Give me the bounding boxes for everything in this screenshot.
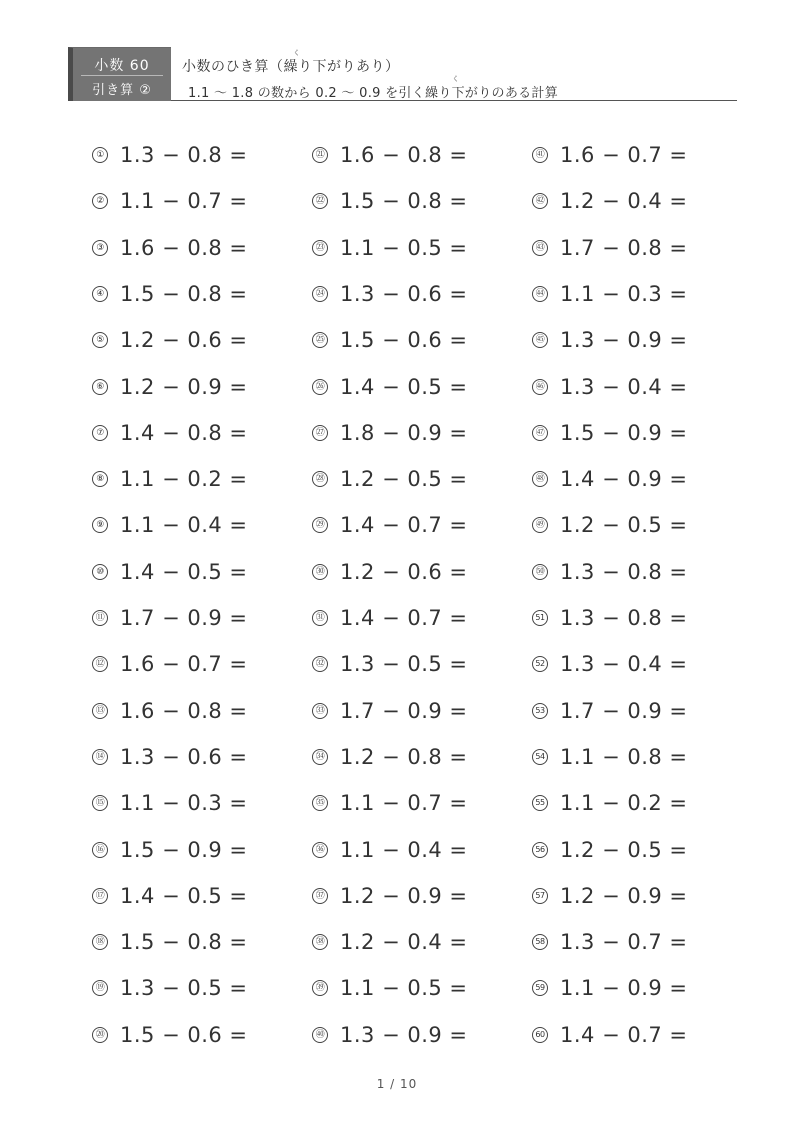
problem-item xyxy=(532,1020,688,1050)
problem-number: ㊳ xyxy=(312,934,328,950)
problem-expression: 1.5 − 0.8 = xyxy=(120,930,248,955)
problem-expression: 1.6 − 0.7 = xyxy=(120,652,248,677)
badge-title: 小数 60 xyxy=(94,58,150,74)
problem-item xyxy=(312,927,468,957)
problem-expression: 1.3 − 0.7 = xyxy=(560,930,688,955)
problem-number: ㊿ xyxy=(532,564,548,580)
problem-expression: 1.3 − 0.5 = xyxy=(120,976,248,1001)
problem-expression: 1.1 − 0.2 = xyxy=(120,467,248,492)
problem-expression: 1.2 − 0.6 = xyxy=(120,328,248,353)
problem-number: ⑲ xyxy=(92,980,108,996)
problem-expression: 1.4 − 0.5 = xyxy=(120,559,248,584)
problem-expression: 1.2 − 0.5 = xyxy=(560,837,688,862)
problem-item xyxy=(92,140,248,170)
problem-item xyxy=(312,649,468,679)
problem-item xyxy=(532,881,688,911)
problem-item xyxy=(312,418,468,448)
problem-number: ㉑ xyxy=(312,147,328,163)
problem-expression: 1.1 − 0.8 = xyxy=(560,744,688,769)
problem-number: ① xyxy=(92,147,108,163)
problem-number: ⑭ xyxy=(92,749,108,765)
problem-expression: 1.3 − 0.8 = xyxy=(120,143,248,167)
problem-number: 55 xyxy=(532,795,548,811)
problem-expression: 1.4 − 0.7 = xyxy=(340,513,468,538)
problem-item xyxy=(532,696,688,726)
problem-number: ⑰ xyxy=(92,888,108,904)
problem-expression: 1.7 − 0.9 = xyxy=(120,606,248,630)
problem-number: ⑩ xyxy=(92,564,108,580)
problem-item xyxy=(92,788,248,818)
problem-number: ㉚ xyxy=(312,564,328,580)
problem-expression: 1.6 − 0.7 = xyxy=(560,143,688,167)
problem-expression: 1.5 − 0.8 = xyxy=(340,189,468,214)
problem-expression: 1.2 − 0.6 = xyxy=(340,559,468,584)
problem-item xyxy=(312,973,468,1003)
problem-number: ㊷ xyxy=(532,193,548,209)
problem-expression: 1.1 − 0.7 = xyxy=(340,791,468,816)
problem-item xyxy=(532,835,688,865)
problem-number: ⑧ xyxy=(92,471,108,487)
problem-expression: 1.1 − 0.4 = xyxy=(120,513,248,538)
problem-number: ㊴ xyxy=(312,980,328,996)
problem-expression: 1.2 − 0.5 = xyxy=(560,513,688,538)
problem-expression: 1.5 − 0.6 = xyxy=(340,328,468,353)
problem-expression: 1.1 − 0.2 = xyxy=(560,791,688,816)
problem-item xyxy=(92,418,248,448)
problem-item xyxy=(312,279,468,309)
problem-expression: 1.3 − 0.4 = xyxy=(560,652,688,677)
problem-item xyxy=(92,464,248,494)
problem-expression: 1.4 − 0.5 = xyxy=(120,883,248,908)
problem-number: ㊶ xyxy=(532,147,548,163)
problem-expression: 1.3 − 0.6 = xyxy=(120,744,248,769)
problem-number: ⑳ xyxy=(92,1027,108,1043)
ruby-reading: く xyxy=(293,49,300,57)
problem-expression: 1.7 − 0.9 = xyxy=(340,698,468,723)
problem-expression: 1.2 − 0.9 = xyxy=(560,883,688,908)
problem-item xyxy=(92,835,248,865)
problem-expression: 1.5 − 0.6 = xyxy=(120,1022,248,1047)
problem-item xyxy=(312,557,468,587)
problem-expression: 1.2 − 0.8 = xyxy=(340,744,468,769)
problem-item xyxy=(312,186,468,216)
problem-item xyxy=(92,649,248,679)
problem-expression: 1.1 − 0.3 = xyxy=(560,281,688,306)
problem-item xyxy=(532,603,688,633)
problem-number: 57 xyxy=(532,888,548,904)
problem-number: ㊱ xyxy=(312,842,328,858)
problem-item xyxy=(312,881,468,911)
problem-expression: 1.3 − 0.9 = xyxy=(560,328,688,353)
problem-number: ㉟ xyxy=(312,795,328,811)
problem-number: ④ xyxy=(92,286,108,302)
problem-number: ⑤ xyxy=(92,332,108,348)
problem-number: ㊾ xyxy=(532,517,548,533)
problem-number: ㊼ xyxy=(532,425,548,441)
problem-item xyxy=(532,418,688,448)
problem-expression: 1.6 − 0.8 = xyxy=(120,698,248,723)
problem-number: ㊸ xyxy=(532,240,548,256)
problem-expression: 1.4 − 0.7 = xyxy=(340,606,468,630)
problem-item xyxy=(312,835,468,865)
problem-number: 59 xyxy=(532,980,548,996)
problem-number: ㊻ xyxy=(532,379,548,395)
problem-expression: 1.1 − 0.5 = xyxy=(340,235,468,260)
problem-number: ㉗ xyxy=(312,425,328,441)
problem-number: ⑫ xyxy=(92,656,108,672)
problem-item xyxy=(532,186,688,216)
problem-item xyxy=(92,881,248,911)
problem-number: ㉕ xyxy=(312,332,328,348)
problem-number: ⑯ xyxy=(92,842,108,858)
problem-number: 52 xyxy=(532,656,548,672)
problem-expression: 1.3 − 0.9 = xyxy=(340,1022,468,1047)
problem-expression: 1.1 − 0.7 = xyxy=(120,189,248,214)
problem-item xyxy=(532,325,688,355)
problem-item xyxy=(312,325,468,355)
problem-item xyxy=(312,603,468,633)
problem-number: ㉒ xyxy=(312,193,328,209)
problem-item xyxy=(312,788,468,818)
problem-item xyxy=(92,603,248,633)
problem-item xyxy=(532,973,688,1003)
problem-expression: 1.1 − 0.9 = xyxy=(560,976,688,1001)
problem-expression: 1.2 − 0.9 = xyxy=(120,374,248,399)
problem-item xyxy=(532,557,688,587)
problem-number: ㊹ xyxy=(532,286,548,302)
problem-expression: 1.4 − 0.9 = xyxy=(560,467,688,492)
problem-number: 51 xyxy=(532,610,548,626)
page-title: 小数のひき算（繰り下がりあり） xyxy=(182,59,400,75)
problem-item xyxy=(532,742,688,772)
problem-number: ㉖ xyxy=(312,379,328,395)
problem-number: ⑨ xyxy=(92,517,108,533)
problem-number: ㉙ xyxy=(312,517,328,533)
problem-expression: 1.4 − 0.7 = xyxy=(560,1022,688,1047)
problem-expression: 1.1 − 0.5 = xyxy=(340,976,468,1001)
problem-item xyxy=(92,557,248,587)
problem-expression: 1.6 − 0.8 = xyxy=(120,235,248,260)
problem-number: ⑥ xyxy=(92,379,108,395)
problem-expression: 1.4 − 0.8 = xyxy=(120,420,248,445)
problem-item xyxy=(92,742,248,772)
problem-number: ⑮ xyxy=(92,795,108,811)
problem-expression: 1.5 − 0.9 = xyxy=(120,837,248,862)
problem-item xyxy=(312,742,468,772)
problem-item xyxy=(92,973,248,1003)
problem-expression: 1.7 − 0.8 = xyxy=(560,235,688,260)
problem-expression: 1.2 − 0.9 = xyxy=(340,883,468,908)
problem-number: 60 xyxy=(532,1027,548,1043)
problem-item xyxy=(532,510,688,540)
problem-number: ㊽ xyxy=(532,471,548,487)
problem-item xyxy=(92,372,248,402)
problem-expression: 1.5 − 0.9 = xyxy=(560,420,688,445)
problem-expression: 1.8 − 0.9 = xyxy=(340,420,468,445)
problem-expression: 1.4 − 0.5 = xyxy=(340,374,468,399)
problem-number: ㉛ xyxy=(312,610,328,626)
problem-item xyxy=(92,696,248,726)
problem-expression: 1.2 − 0.4 = xyxy=(560,189,688,214)
problem-item xyxy=(92,510,248,540)
problem-item xyxy=(92,279,248,309)
problem-number: 53 xyxy=(532,703,548,719)
problem-number: 54 xyxy=(532,749,548,765)
problem-item xyxy=(312,464,468,494)
problem-item xyxy=(532,279,688,309)
problem-expression: 1.3 − 0.6 = xyxy=(340,281,468,306)
problem-item xyxy=(532,649,688,679)
problem-item xyxy=(532,372,688,402)
problem-number: ⑬ xyxy=(92,703,108,719)
problem-number: ⑦ xyxy=(92,425,108,441)
problem-item xyxy=(92,325,248,355)
problem-expression: 1.3 − 0.4 = xyxy=(560,374,688,399)
problem-item xyxy=(532,927,688,957)
ruby-reading: く xyxy=(452,75,459,83)
problem-expression: 1.1 − 0.4 = xyxy=(340,837,468,862)
problem-expression: 1.3 − 0.8 = xyxy=(560,606,688,630)
problem-item xyxy=(312,233,468,263)
problem-item xyxy=(312,696,468,726)
problem-number: ⑱ xyxy=(92,934,108,950)
badge-subtitle: 引き算 ② xyxy=(92,83,152,98)
page-number: 1 / 10 xyxy=(376,1077,418,1091)
problem-item xyxy=(532,233,688,263)
problem-number: ㉜ xyxy=(312,656,328,672)
problem-item xyxy=(312,372,468,402)
problem-expression: 1.2 − 0.5 = xyxy=(340,467,468,492)
problem-number: ③ xyxy=(92,240,108,256)
page-subtitle: 1.1 ～ 1.8 の数から 0.2 ～ 0.9 を引く繰り下がりのある計算 xyxy=(188,86,559,101)
problem-item xyxy=(532,464,688,494)
problem-number: 58 xyxy=(532,934,548,950)
problem-item xyxy=(92,186,248,216)
problem-expression: 1.3 − 0.8 = xyxy=(560,559,688,584)
problem-expression: 1.3 − 0.5 = xyxy=(340,652,468,677)
problem-number: 56 xyxy=(532,842,548,858)
problem-number: ㉓ xyxy=(312,240,328,256)
problem-number: ㊲ xyxy=(312,888,328,904)
problem-expression: 1.2 − 0.4 = xyxy=(340,930,468,955)
problem-item xyxy=(92,233,248,263)
problem-number: ㊵ xyxy=(312,1027,328,1043)
problem-expression: 1.5 − 0.8 = xyxy=(120,281,248,306)
problem-number: ㊺ xyxy=(532,332,548,348)
problem-expression: 1.6 − 0.8 = xyxy=(340,143,468,167)
problem-expression: 1.7 − 0.9 = xyxy=(560,698,688,723)
problem-expression: 1.1 − 0.3 = xyxy=(120,791,248,816)
problem-item xyxy=(92,1020,248,1050)
problem-number: ⑪ xyxy=(92,610,108,626)
problem-number: ㉝ xyxy=(312,703,328,719)
problem-number: ② xyxy=(92,193,108,209)
problem-item xyxy=(532,788,688,818)
problem-number: ㉘ xyxy=(312,471,328,487)
problem-item xyxy=(312,1020,468,1050)
problem-item xyxy=(312,140,468,170)
problem-number: ㉞ xyxy=(312,749,328,765)
problem-number: ㉔ xyxy=(312,286,328,302)
problem-item xyxy=(92,927,248,957)
problem-item xyxy=(532,140,688,170)
problem-item xyxy=(312,510,468,540)
